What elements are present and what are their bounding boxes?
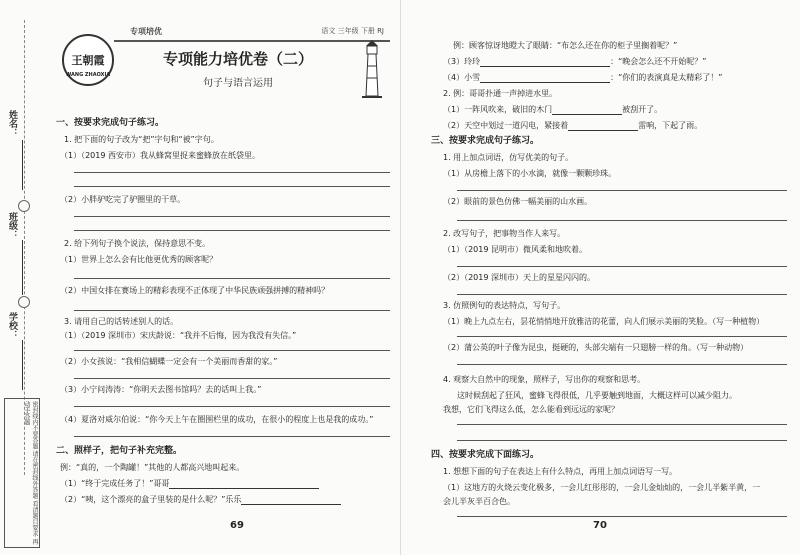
answer-line[interactable]	[457, 294, 787, 295]
answer-line[interactable]	[457, 190, 787, 191]
page-title: 专项能力培优卷（二）	[162, 50, 313, 68]
answer-line[interactable]	[457, 220, 787, 221]
answer-line[interactable]	[74, 350, 390, 351]
question-text: 4. 观察大自然中的现象，照样子，写出你的观察和思考。	[443, 375, 646, 384]
question-text: 1. 用上加点词语，仿写优美的句子。	[443, 153, 574, 162]
answer-line[interactable]	[457, 364, 787, 365]
question-text: （2）眼前的景色仿佛一幅美丽的山水画。	[443, 197, 593, 206]
question-text: （2）蒲公英的叶子像为昆虫，挺硬的，头部尖端有一只翅膀一样的角。（写一种动物）	[443, 343, 749, 352]
example-text: 例：“真的，一个陶罐！”其他的人都高兴地叫起来。	[60, 463, 245, 472]
name-field-label: 姓名：	[7, 110, 17, 137]
answer-line[interactable]	[74, 278, 390, 279]
question-text: （1）（2019 深圳市）宋庆龄说：“我并不后悔，因为我没有失信。”	[60, 331, 297, 340]
example-text: 我想，它们飞得这么低，怎么能看到远远的家呢？	[443, 405, 619, 414]
fill-blank[interactable]	[169, 488, 319, 489]
name-field-line[interactable]	[22, 140, 23, 190]
fill-blank[interactable]	[552, 114, 622, 115]
question-text: （1）一阵风吹来，破旧的木门 被刮开了。	[443, 105, 663, 114]
answer-line[interactable]	[74, 310, 390, 311]
answer-line[interactable]	[74, 406, 390, 407]
question-text: （2）天空中划过一道闪电，紧接着 雷响，下起了雨。	[443, 121, 703, 130]
fill-blank[interactable]	[480, 66, 610, 67]
answer-line[interactable]	[74, 436, 390, 437]
section-heading: 二、照样子，把句子补充完整。	[56, 446, 183, 456]
question-text: （2）中国女排在赛场上的精彩表现不正体现了中华民族顽强拼搏的精神吗？	[60, 286, 330, 295]
answer-line[interactable]	[74, 186, 390, 187]
right-page	[400, 0, 800, 555]
question-text: （3）小宁问涛涛：“你明天去图书馆吗？去的话叫上我。”	[60, 385, 262, 394]
answer-line[interactable]	[74, 378, 390, 379]
question-text: （1）从房檐上落下的小水滴，就像一颗颗珍珠。	[443, 169, 617, 178]
answer-line[interactable]	[457, 424, 787, 425]
answer-line[interactable]	[74, 216, 390, 217]
question-text: （1）“终于完成任务了！”哥哥	[60, 478, 319, 489]
answer-line[interactable]	[457, 440, 787, 441]
fill-blank[interactable]	[480, 82, 610, 83]
section-heading: 三、按要求完成句子练习。	[431, 136, 540, 146]
question-text: 3. 仿照例句的表达特点，写句子。	[443, 301, 566, 310]
right-content	[413, 0, 793, 555]
class-field-line[interactable]	[22, 240, 23, 295]
question-text: （2）小女孩说：“我相信蝴蝶一定会有一个美丽而香甜的家。”	[60, 357, 278, 366]
answer-line[interactable]	[457, 266, 787, 267]
question-text: （2）（2019 深圳市）天上的星星闪闪的。	[443, 273, 595, 282]
question-text: （1）（2019 昆明市）微风柔和地吹着。	[443, 245, 587, 254]
page-subtitle: 句子与语言运用	[203, 78, 273, 89]
book-meta: 语文 三年级 下册 RJ	[321, 27, 384, 35]
question-text: （1）这地方的火烧云变化极多，一会儿红彤彤的，一会儿金灿灿的，一会儿半紫半黄，一	[443, 483, 761, 492]
example-text: 例：顾客惊讶地瞪大了眼睛：“布怎么还在你的柜子里搁着呢？”	[453, 41, 678, 50]
question-text: （3）玲玲 ：“晚会怎么还不开始呢？”	[443, 57, 707, 66]
section-heading: 四、按要求完成下面练习。	[431, 450, 540, 460]
question-text: （2）小胖驴吃完了驴圈里的干草。	[60, 195, 186, 204]
section-heading: 一、按要求完成句子练习。	[56, 118, 165, 128]
question-text: 2. 给下列句子换个说法，保持意思不变。	[64, 239, 211, 248]
fill-blank[interactable]	[241, 504, 341, 505]
binding-hole	[18, 296, 30, 308]
question-text: 1. 把下面的句子改为“把”字句和“被”字句。	[64, 135, 219, 144]
series-label: 专项培优	[130, 27, 162, 36]
answer-line[interactable]	[74, 172, 390, 173]
question-text: （2）“咦，这个漂亮的盒子里装的是什么呢？”乐乐	[60, 494, 341, 505]
question-text: （4）小雪 ：“你们的表演真是太精彩了！”	[443, 73, 723, 82]
question-text: 3. 请用自己的话转述别人的话。	[64, 317, 179, 326]
binding-hole	[18, 200, 30, 212]
answer-line[interactable]	[74, 230, 390, 231]
school-field-label: 学校：	[7, 312, 17, 339]
question-text: （1）（2019 西安市）我从蜂窝里捉来蜜蜂放在纸袋里。	[60, 151, 260, 160]
page-number: 69	[230, 520, 244, 531]
school-field-line[interactable]	[22, 340, 23, 390]
answer-line[interactable]	[457, 516, 787, 517]
page-number: 70	[593, 520, 607, 531]
brand-logo: 王朝霞 WANG ZHAOXIA	[62, 34, 114, 86]
answer-line[interactable]	[457, 336, 787, 337]
example-text: 这时候刮起了狂风，蜜蜂飞得很低，几乎要触到地面，大概这样可以减少阻力。	[457, 391, 737, 400]
class-field-label: 班级：	[7, 212, 17, 239]
question-text: （1）世界上怎么会有比他更优秀的顾客呢？	[60, 255, 218, 264]
question-text: 会儿半灰半百合色。	[443, 497, 515, 506]
question-text: 2. 例：哥哥扑通一声掉进水里。	[443, 89, 558, 98]
left-content	[56, 0, 396, 555]
question-text: 2. 改写句子，把事物当作人来写。	[443, 229, 566, 238]
fill-blank[interactable]	[568, 130, 638, 131]
seal-notice: 密封线内不要答题 请在密封线外答题 看清题目要求 再动手答题	[4, 398, 40, 548]
question-text: （1）晚上九点左右，昙花悄悄地开放雅洁的花蕾，向人们展示美丽的笑脸。（写一种植物）	[443, 317, 765, 326]
question-text: 1. 想想下面的句子在表达上有什么特点，再用上加点词语写一写。	[443, 467, 678, 476]
question-text: （4）夏洛对威尔伯说：“你今天上午在圈围栏里的成功，在很小的程度上也是我的成功。”	[60, 415, 374, 424]
binding-strip	[0, 0, 44, 555]
